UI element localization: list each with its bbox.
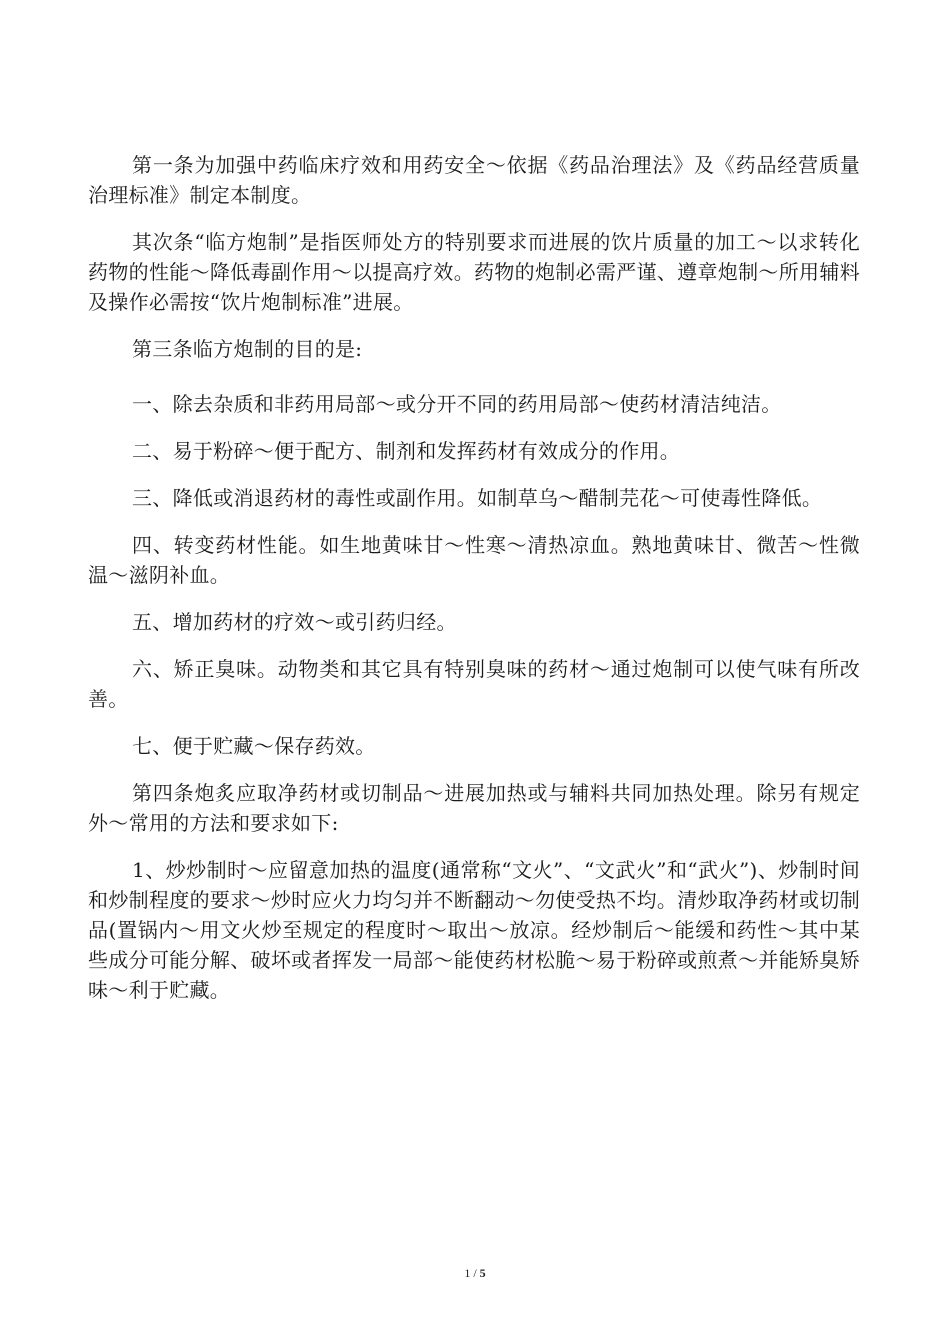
paragraph-article-1: 第一条为加强中药临床疗效和用药安全～依据《药品治理法》及《药品经营质量治理标准》制定本制度。 xyxy=(88,153,860,207)
paragraph-method-1: 1、炒炒制时～应留意加热的温度(通常称“文火”、“文武火”和“武火”)、炒制时间和炒制程度的要求～炒时应火力均匀并不断翻动～勿使受热不均。清炒取净药材或切制品(置锅内～用文火炒至规定的程度时～取出～放凉。经炒制后～能缓和药性～其中某些成分可能分解、破坏或者挥发一局部～能使药材松脆～易于粉碎或煎煮～并能矫臭矫味～利于贮藏。 xyxy=(88,858,860,1002)
paragraph-purpose-1: 一、除去杂质和非药用局部～或分开不同的药用局部～使药材清洁纯洁。 xyxy=(132,392,782,416)
page-number-footer xyxy=(0,1266,950,1281)
document-body xyxy=(88,150,860,1022)
paragraph-article-2: 其次条“临方炮制”是指医师处方的特别要求而进展的饮片质量的加工～以求转化药物的性能～降低毒副作用～以提高疗效。药物的炮制必需严谨、遵章炮制～所用辅料及操作必需按“饮片炮制标准”进展。 xyxy=(88,230,860,314)
paragraph-purpose-4: 四、转变药材性能。如生地黄味甘～性寒～清热凉血。熟地黄味甘、微苦～性微温～滋阴补血。 xyxy=(88,533,860,587)
paragraph-purpose-5: 五、增加药材的疗效～或引药归经。 xyxy=(132,610,457,634)
paragraph-article-3: 第三条临方炮制的目的是: xyxy=(132,337,363,361)
paragraph-purpose-7: 七、便于贮藏～保存药效。 xyxy=(132,734,376,758)
page-total: 5 xyxy=(479,1266,486,1280)
paragraph-purpose-2: 二、易于粉碎～便于配方、制剂和发挥药材有效成分的作用。 xyxy=(132,439,681,463)
paragraph-purpose-3: 三、降低或消退药材的毒性或副作用。如制草乌～醋制芫花～可使毒性降低。 xyxy=(132,486,823,510)
paragraph-purpose-6: 六、矫正臭味。动物类和其它具有特别臭味的药材～通过炮制可以使气味有所改善。 xyxy=(88,657,860,711)
paragraph-article-4: 第四条炮炙应取净药材或切制品～进展加热或与辅料共同加热处理。除另有规定外～常用的方法和要求如下: xyxy=(88,781,860,835)
page-current: 1 xyxy=(464,1266,471,1280)
page-separator: / xyxy=(470,1266,480,1280)
